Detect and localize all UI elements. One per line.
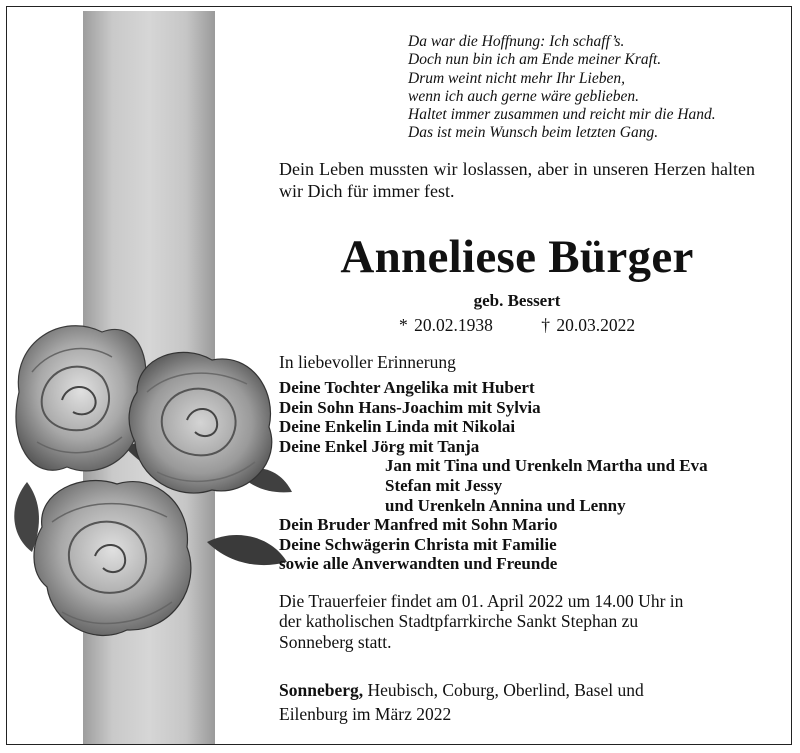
poem-line: Haltet immer zusammen und reicht mir die Hand.	[408, 106, 716, 124]
family-line: Jan mit Tina und Urenkeln Martha und Eva	[385, 456, 708, 476]
closing-place: Sonneberg,	[279, 680, 364, 700]
poem-line: Da war die Hoffnung: Ich schaff’s.	[408, 33, 625, 50]
rose-right	[129, 352, 272, 493]
family-line: Deine Tochter Angelika mit Hubert	[279, 378, 535, 397]
poem-line: Das ist mein Wunsch beim letzten Gang.	[408, 124, 659, 142]
obituary-frame	[6, 6, 792, 745]
memory-heading: In liebevoller Erinnerung	[279, 352, 456, 372]
birth-name: geb. Bessert	[473, 291, 561, 310]
closing-places: Heubisch, Coburg, Oberlind, Basel und	[363, 680, 644, 700]
rose-bottom	[34, 481, 191, 636]
service-line: der katholischen Stadtpfarrkirche Sankt Stephan zu	[279, 611, 639, 632]
family-line: Dein Bruder Manfred mit Sohn Mario	[279, 515, 558, 535]
poem-line: Doch nun bin ich am Ende meiner Kraft.	[408, 51, 662, 69]
closing-line-1	[279, 678, 749, 702]
service-line: Sonneberg statt.	[279, 631, 392, 652]
deceased-name: Anneliese Bürger	[340, 231, 694, 283]
family-line: Deine Enkel Jörg mit Tanja	[279, 436, 480, 456]
family-line: Deine Enkelin Linda mit Nikolai	[279, 417, 516, 437]
family-line: und Urenkeln Annina und Lenny	[385, 495, 626, 515]
poem-line: Drum weint nicht mehr Ihr Lieben,	[408, 69, 625, 87]
closing-place-date	[279, 678, 749, 726]
life-dates	[279, 315, 755, 336]
birth-date: * 20.02.1938	[398, 315, 493, 335]
intro-text: Dein Leben mussten wir loslassen, aber in unseren Herzen halten wir Dich für immer fest.	[279, 159, 755, 201]
service-notice	[279, 591, 749, 652]
family-line: Deine Schwägerin Christa mit Familie	[279, 534, 557, 554]
family-line: Dein Sohn Hans-Joachim mit Sylvia	[279, 397, 541, 417]
closing-line-2: Eilenburg im März 2022	[279, 704, 452, 724]
service-line: Die Trauerfeier findet am 01. April 2022 um 14.00 Uhr in	[279, 591, 684, 611]
roses-image	[7, 312, 297, 657]
poem-line: wenn ich auch gerne wäre geblieben.	[408, 87, 640, 105]
family-line: sowie alle Anverwandten und Freunde	[279, 554, 558, 574]
poem	[408, 33, 788, 143]
family-line: Stefan mit Jessy	[385, 475, 503, 495]
rose-top-left	[16, 326, 146, 471]
death-date: † 20.03.2022	[541, 315, 636, 335]
family-list	[279, 378, 779, 574]
